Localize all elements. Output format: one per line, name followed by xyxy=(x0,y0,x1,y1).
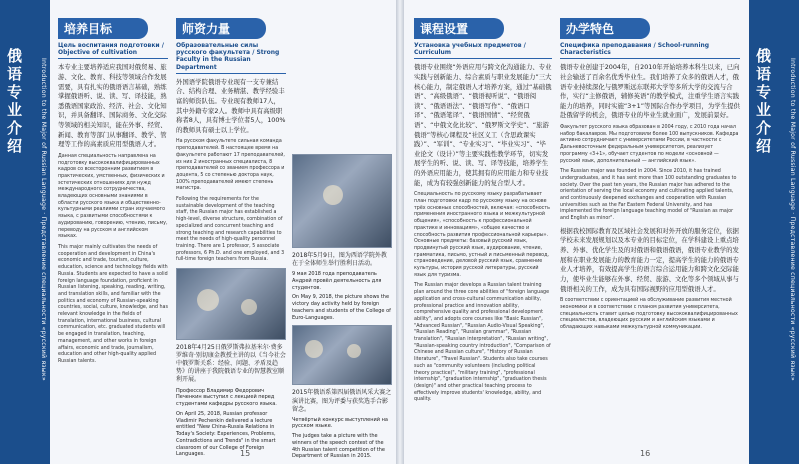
side-title: 俄语专业介绍 xyxy=(5,48,23,156)
paragraph-cn: 俄语专业创建于2004年，自2010年开始培养本科生以来，已向社会输送了百余名优秀毕业生。我们培养了众多的俄语人才，俄语专业持续深化与俄罗斯远东联邦大学等多所大学的交流与合作，实行“主修俄语，辅修英语”的教学模式，注重学生语言实践能力的培养，同时实施“3+1”等国际合作办学项目，为学生提供赴俄留学的机会，俄语专业的毕业生就业面广，发展前景好。 xyxy=(560,63,740,120)
paragraph-en: This major mainly cultivates the needs of cooperation and development in China's economic and trade, tourism, culture, education, science and technology fields with Russia. Students are expected to have a solid foreign language foundation, proficient in Russian listening, speaking, reading, writing, and translation skills, and familiar with the politics and economy of Russian-speaking countries, social, culture, knowledge, and has relevant knowledge in the fields of translation, international business, cultural communication, etc. graduated students will be engaged in translation, teaching, management, and other works in foreign affairs, economic and trade, journalism, education and other high-quality applied Russian talents. xyxy=(58,245,168,364)
left-side-band xyxy=(0,0,50,464)
column-characteristics xyxy=(560,18,740,436)
paragraph-ru: Данная специальность направлена на подготовку высококвалифицированных кадров со всесторонним развитием в практических, умственных, физических и эстетических отношениях для нужд международного сотрудничества, владеющих основными знаниями в области русского языка и общественно-культурными реалиями стран изучаемого языка, с развитыми способностями к аудированию, говорению, чтению, письму, переводу на русском и английском языках. xyxy=(58,153,168,240)
paragraph-en: Following the requirements for the sustainable development of the teaching staff, the Russian major has established a high-level, diverse structure, combination of specialized and concurrent teaching and strong teaching and research capabilities to meet the needs of high-quality personnel training. There are 1 professor, 5 associate professors, 6 Ph.D. and one employed, and 3 full-time foreign teachers from Russia. xyxy=(176,197,285,263)
paragraph-ru: Факультет русского языка образован в 2004 году, с 2010 года начал набор бакалавров. Мы подготовили более 100 выпускников. Кафедра активно сотрудничает с университетами России, в частности с Дальневосточным федеральным университетом, реализует программу «3+1», обучает студентов по модели «основной — русский язык, дополнительный — английский язык». xyxy=(560,125,739,164)
column-curriculum xyxy=(414,18,552,436)
side-subtitle: Introduction to the Major of Russian Language · Представление специальности «русский язык» xyxy=(789,58,796,381)
photo-caption-en: On April 25, 2018, Russian professor Vladimir Pechenkin delivered a lecture entitled "New China-Russia Relations in Today's Society: Experiences, Problems, Contradictions and Trends" in the smart classroom of our College of Foreign Languages. xyxy=(176,410,276,458)
paragraph-cn: 外国语学院俄语专业现有一支专兼结合、结构合理、业务精湛、教学经验丰富的师资队伍。专业现有教师17人，其中外籍专家2人。教师中具有高级职称者8人，具有博士学位者5人，100%的教师具有硕士以上学位。 xyxy=(176,77,286,134)
page-gutter xyxy=(396,0,404,464)
photo-caption-cn: 2018年4月25日俄罗斯弗拉基米尔·费多罗维奇·别切康金教授主讲的以《当今社会中俄罗斯关系：经验、问题、矛盾及趋势》的讲座于我院俄语专业的智慧教室顺利开展。 xyxy=(176,344,286,384)
paragraph-en: The Russian major develops a Russian talent training plan around the three core abilities of "foreign language application and cross-cultural communication ability, professional practice and innovation ability, comprehensive quality and professional development ability", and adopts core courses like "Basic Russian", "Advanced Russian", "Russian Audio-Visual Speaking", "Russian Reading", "Russian grammar", "Russian translation", "Russian interpretation", "Russian writing", "Russian-speaking country introduction", "Comparison of Chinese and Russian culture", "History of Russian literature", "Travel Russian". Students also take courses such as "community volunteers (including political theory practice)", "military training", "professional internship", "graduation internship", "graduation thesis (design)" and other practical teaching process to effectively improve students' knowledge, ability, and quality. xyxy=(414,283,551,403)
section-header: 培养目标 xyxy=(58,18,148,39)
paragraph-cn: 本专业主要培养适应我国对俄贸易、旅游、文化、教育、科技等领域合作发展需要，具有扎实的俄语语言基础，熟练掌握俄语听、说、读、写、译技能，熟悉俄语国家政治、经济、社会、文化知识，并具备翻译、国际商务、文化交际等领域的相关知识，能在外事、经贸、新闻、教育等部门从事翻译、教学、管理等工作的高素质应用型俄语人才。 xyxy=(58,63,167,149)
page-number-right: 16 xyxy=(640,449,651,458)
paragraph-ru: Специальность по русскому языку разрабатывает план подготовки кадр по русскому языку на основе трёх основных способностей, включая: «способность применения иностранного языка и межкультурной общения», «способность к профессиональной практике и инновациям», «общее качество и способность развития профессиональной карьеры». Основные предметы: базовый русский язык, продвинутый русский язык, аудирование, чтение, грамматика, письмо, устный и письменный перевод, страноведение, деловой русский язык, сравнение культуры, история русской литературы, русский язык для туризма. xyxy=(414,192,550,278)
photo-caption-en: On May 9, 2018, the picture shows the victory day activity held by foreign teachers and students of the College of Euro-Languages. xyxy=(292,294,391,321)
photo-caption-ru: 9 мая 2018 года преподаватель Андрей провёл деятельность для студентов. xyxy=(292,271,382,291)
photo-caption-ru: Профессор Владимир Федорович Печенкин выступил с лекцией перед студентами кафедры русского языка. xyxy=(176,387,277,408)
column-photos xyxy=(292,150,392,460)
photo-caption-cn: 2018年5月9日，图为西语学院外教在于全体师生举行胜利日活动。 xyxy=(292,252,387,268)
paragraph-en: The Russian major was founded in 2004. Since 2010, it has trained undergraduates, and it has sent more than 100 outstanding graduates to society. Over the past ten years, the Russian major has adhered to the orientation of serving the local economy and cultivating applied talents, and continuously deepened exchanges and cooperation with Russian universities such as the Far Eastern Federal University, and has implemented the foreign language teaching model of "Russian as major and English as minor". xyxy=(560,169,737,222)
paragraph-ru: На русском факультете сильная команда преподавателей. В настоящее время на факультете работают 17 преподавателей, из них 2 иностранных специалиста, 8 преподавателей со званием профессора и доцента, 5 со степенью доктора наук, 100% преподавателей имеют степень магистра. xyxy=(176,139,285,192)
section-subtitle: Специфика преподавания / School-running Characteristics xyxy=(560,42,740,59)
paragraph-cn-2: 根据我校国际教育及区域社会发展和对外开放的服务定位，依据学校未来发展规划以及本专业的目标定位，在学科建设上重点培养、外事、优化学生及的对俄语和俄语俄语，俄语专业教学的发展和在职业发展能力的教育能力一定，提高学生的能力的俄语专业人才培养，有效提高学生的语言综合运用能力和跨文化交际能力，使毕业生能够在外事、经贸、旅游、文化等多个领域从事与俄语相关的工作，成为具有国际视野的应用型俄语人才。 xyxy=(560,226,739,293)
section-header: 课程设置 xyxy=(414,18,504,39)
right-side-band xyxy=(749,0,799,464)
section-subtitle: Установка учебных предметов / Curriculum xyxy=(414,42,552,59)
side-title: 俄语专业介绍 xyxy=(754,48,772,156)
section-header: 师资力量 xyxy=(176,18,266,39)
column-training-objective xyxy=(58,18,168,436)
lecture-photo xyxy=(176,268,286,340)
paragraph-cn: 俄语专业围绕“外语应用与跨文化沟通能力、专业实践与创新能力、综合素质与职业发展能力”三大核心能力，制定俄语人才培养方案，通过“基础俄语”、“高级俄语”、“俄语视听说”、“俄语阅读”、“俄语语法”、“俄语写作”、“俄语口译”、“俄语笔译”、“俄语国情”、“经贸俄语”、“中俄文化比较”、“俄罗斯文学史”、“旅游俄语”等核心课程及“社区义工（含思政课实践）”、“军训”、“专业实习”、“毕业实习”、“毕业论文（设计）”等主要实践性教学环节，切实发展学生的听、说、读、写、译等技能，培养学生的外语应用能力，使其拥有的应用能力和专业技能，成为有较强创新能力的复合型人才。 xyxy=(414,63,552,187)
photo-caption-cn: 2015年俄语系第四届俄语风采大赛之演讲比赛，图为评委与获奖选手合影留念。 xyxy=(292,389,392,413)
side-subtitle: Introduction to the Major of Russian Language · Представление специальности «русский язык» xyxy=(40,58,47,381)
photo-caption-ru: Четвёртый конкурс выступлений на русском языке. xyxy=(292,416,388,430)
section-header: 办学特色 xyxy=(560,18,650,39)
victory-day-photo xyxy=(292,154,392,248)
speech-contest-photo xyxy=(292,325,392,385)
page-number-left: 15 xyxy=(240,449,251,458)
paragraph-ru-2: В соответствии с ориентацией на обслуживание развития местной экономики и в соответствии с планом развития университета, специальность ставит целью подготовку высококвалифицированных специалистов, владеющих русским и английским языками и обладающих навыками межкультурной коммуникации. xyxy=(560,298,738,330)
section-subtitle: Образовательные силы русского факультета / Strong Faculty in the Russian Department xyxy=(176,42,286,74)
photo-caption-en: The judges take a picture with the winners of the speech contest of the 4th Russian talent competition of the Department of Russian in 2015. xyxy=(292,433,386,460)
section-subtitle: Цель воспитания подготовки / Objective of cultivation xyxy=(58,42,168,59)
